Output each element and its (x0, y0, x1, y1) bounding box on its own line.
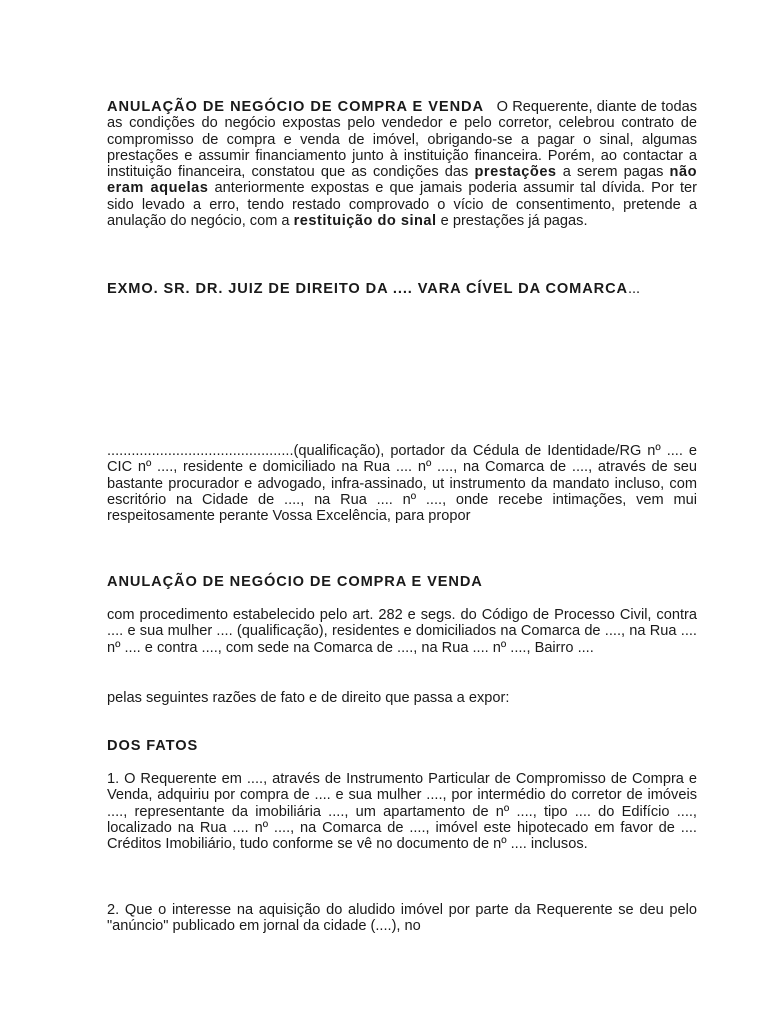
intro-text-3: anteriormente expostas e que jamais poderia assumir tal dívida. Por ter sido levado a erro, tendo restado comprovado o vício de consentimento, pretende a anulação do negócio, com a (107, 180, 697, 230)
reasons-paragraph: pelas seguintes razões de fato e de direito que passa a expor: (107, 690, 510, 706)
intro-text-1: O Requerente, diante de todas as condições do negócio expostas pelo vendedor e pelo corretor, celebrou contrato de compromisso de compra e venda de imóvel, obrigando-se a pagar o sinal, algumas prestações e assumir financiamento junto à instituição financeira. Porém, ao contactar a instituição financeira, constatou que as condições das (107, 99, 697, 181)
court-ellipsis: ... (627, 281, 641, 297)
court-addressee (107, 281, 697, 297)
intro-bold-restituicao: restituição do sinal (293, 213, 437, 230)
facts-heading: DOS FATOS (107, 738, 199, 754)
procedure-paragraph: com procedimento estabelecido pelo art. 282 e segs. do Código de Processo Civil, contra .... e sua mulher .... (qualificação), residentes e domiciliados na Comarca de ...., na Rua .... nº .... e contra ...., com sede na Comarca de ...., na Rua .... nº ...., Bairro .... (107, 607, 697, 656)
intro-bold-prestacoes: prestações (474, 164, 557, 181)
intro-title: ANULAÇÃO DE NEGÓCIO DE COMPRA E VENDA (107, 99, 484, 115)
intro-bold-nao-eram: não eram aquelas (107, 164, 697, 197)
intro-text-2: a serem pagas (556, 164, 670, 181)
qualification-paragraph: ..............................................(qualificação), portador da Cédula de Identidade/RG nº .... e CIC nº ...., residente e domiciliado na Rua .... nº ...., na Comarca de ...., através de seu bastante procurador e advogado, infra-assinado, ut instrumento da mandato incluso, com escritório na Cidade de ...., na Rua .... nº ...., onde recebe intimações, vem mui respeitosamente perante Vossa Excelência, para propor (107, 443, 697, 525)
intro-paragraph (107, 99, 697, 229)
fact-paragraph-1: 1. O Requerente em ...., através de Instrumento Particular de Compromisso de Compra e Venda, adquiriu por compra de .... e sua mulher ...., por intermédio do corretor de imóveis ...., representante da imobiliária ...., um apartamento de nº ...., tipo .... do Edifício ...., localizado na Rua .... nº ...., na Comarca de ...., imóvel este hipotecado em favor de .... Créditos Imobiliário, tudo conforme se vê no documento de nº .... inclusos. (107, 771, 697, 853)
intro-text-4: e prestações já pagas. (436, 213, 588, 230)
action-title: ANULAÇÃO DE NEGÓCIO DE COMPRA E VENDA (107, 574, 483, 590)
court-heading: EXMO. SR. DR. JUIZ DE DIREITO DA .... VARA CÍVEL DA COMARCA (107, 281, 628, 297)
fact-paragraph-2: 2. Que o interesse na aquisição do aludido imóvel por parte da Requerente se deu pelo "anúncio" publicado em jornal da cidade (....), no (107, 902, 697, 935)
